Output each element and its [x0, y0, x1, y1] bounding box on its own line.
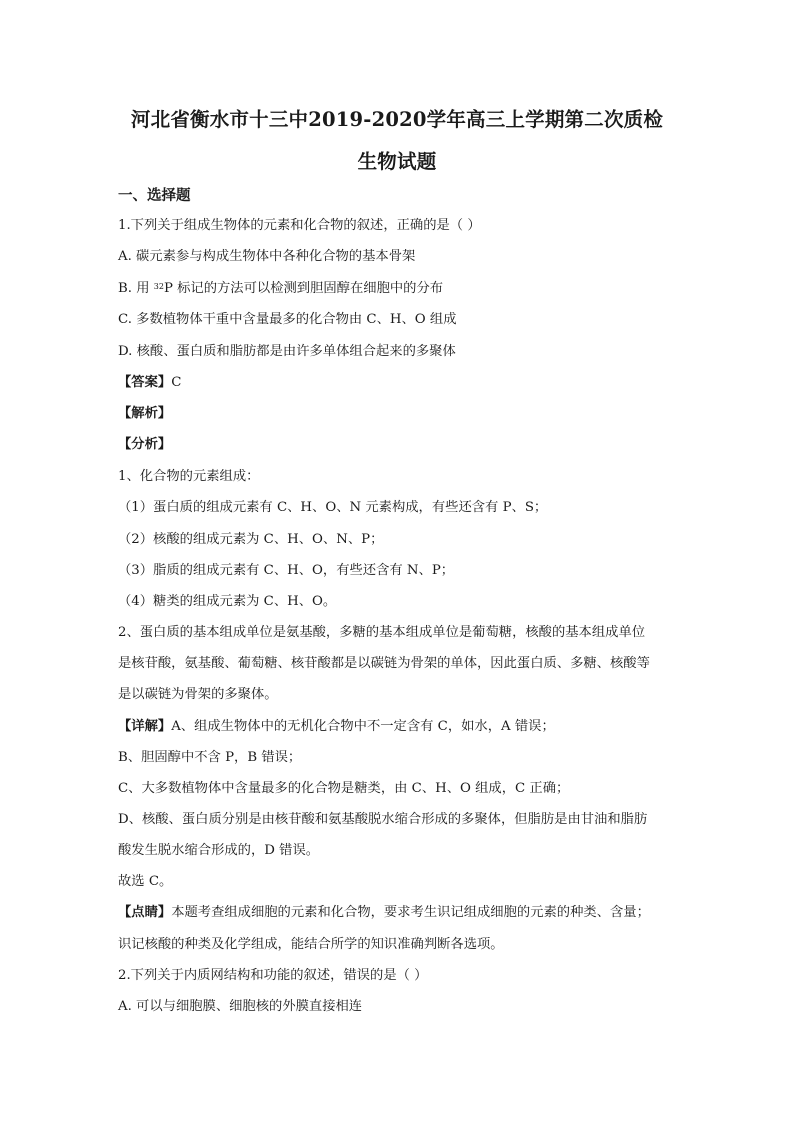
section-heading: 一、选择题 [118, 187, 191, 204]
xiangjie-tag: 【详解】 [118, 719, 172, 734]
xiangjie-text: A、组成生物体中的无机化合物中不一定含有 C，如水，A 错误； [171, 719, 555, 734]
analysis-line: （3）脂质的组成元素有 C、H、O，有些还含有 N、P； [118, 563, 455, 578]
detail-line: D、核酸、蛋白质分别是由核苷酸和氨基酸脱水缩合形成的多聚体，但脂肪是由甘油和脂肪 [118, 812, 648, 827]
detail-line: C、大多数植物体中含量最多的化合物是糖类，由 C、H、O 组成，C 正确； [118, 781, 570, 796]
question-1-option-d: D. 核酸、蛋白质和脂肪都是由许多单体组合起来的多聚体 [118, 344, 456, 359]
xiangjie-line [118, 717, 555, 737]
answer-line [118, 373, 181, 393]
analysis-line: 2、蛋白质的基本组成单位是氨基酸，多糖的基本组成单位是葡萄糖，核酸的基本组成单位 [118, 625, 646, 640]
dianjing-tag: 【点睛】 [118, 905, 172, 920]
jiexi-tag: 【解析】 [118, 406, 172, 421]
question-2-option-a: A. 可以与细胞膜、细胞核的外膜直接相连 [118, 999, 363, 1014]
question-1-option-c: C. 多数植物体干重中含量最多的化合物由 C、H、O 组成 [118, 312, 457, 327]
answer-value: C [171, 375, 182, 390]
analysis-line: （4）糖类的组成元素为 C、H、O。 [118, 594, 337, 609]
question-1-option-b [118, 279, 443, 299]
question-2-stem: 2.下列关于内质网结构和功能的叙述，错误的是（ ） [118, 968, 428, 983]
document-title-line2: 生物试题 [357, 150, 437, 173]
question-1-stem: 1.下列关于组成生物体的元素和化合物的叙述，正确的是（ ） [118, 218, 481, 233]
dianjing-text: 本题考查组成细胞的元素和化合物，要求考生识记组成细胞的元素的种类、含量； [171, 905, 650, 920]
isotope-superscript: 32 [153, 282, 164, 291]
detail-line: 故选 C。 [118, 874, 173, 889]
analysis-line: 是核苷酸，氨基酸、葡萄糖、核苷酸都是以碳链为骨架的单体，因此蛋白质、多糖、核酸等 [118, 656, 650, 671]
dianjing-line-2: 识记核酸的种类及化学组成，能结合所学的知识准确判断各选项。 [118, 937, 504, 952]
option-b-text: P 标记的方法可以检测到胆固醇在细胞中的分布 [163, 281, 444, 296]
question-1-option-a: A. 碳元素参与构成生物体中各种化合物的基本骨架 [118, 249, 416, 264]
analysis-line: （2）核酸的组成元素为 C、H、O、N、P； [118, 532, 384, 547]
fenxi-tag: 【分析】 [118, 437, 172, 452]
analysis-line: 是以碳链为骨架的多聚体。 [118, 687, 278, 702]
detail-line: 酸发生脱水缩合形成的，D 错误。 [118, 843, 320, 858]
answer-tag: 【答案】 [118, 375, 172, 390]
document-title-line1: 河北省衡水市十三中2019-2020学年高三上学期第二次质检 [130, 108, 664, 131]
detail-line: B、胆固醇中不含 P，B 错误； [118, 750, 302, 765]
analysis-line: （1）蛋白质的组成元素有 C、H、O、N 元素构成，有些还含有 P、S； [118, 500, 548, 515]
dianjing-line [118, 903, 650, 923]
analysis-line: 1、化合物的元素组成： [118, 469, 260, 484]
option-b-prefix: B. 用 [118, 281, 154, 296]
